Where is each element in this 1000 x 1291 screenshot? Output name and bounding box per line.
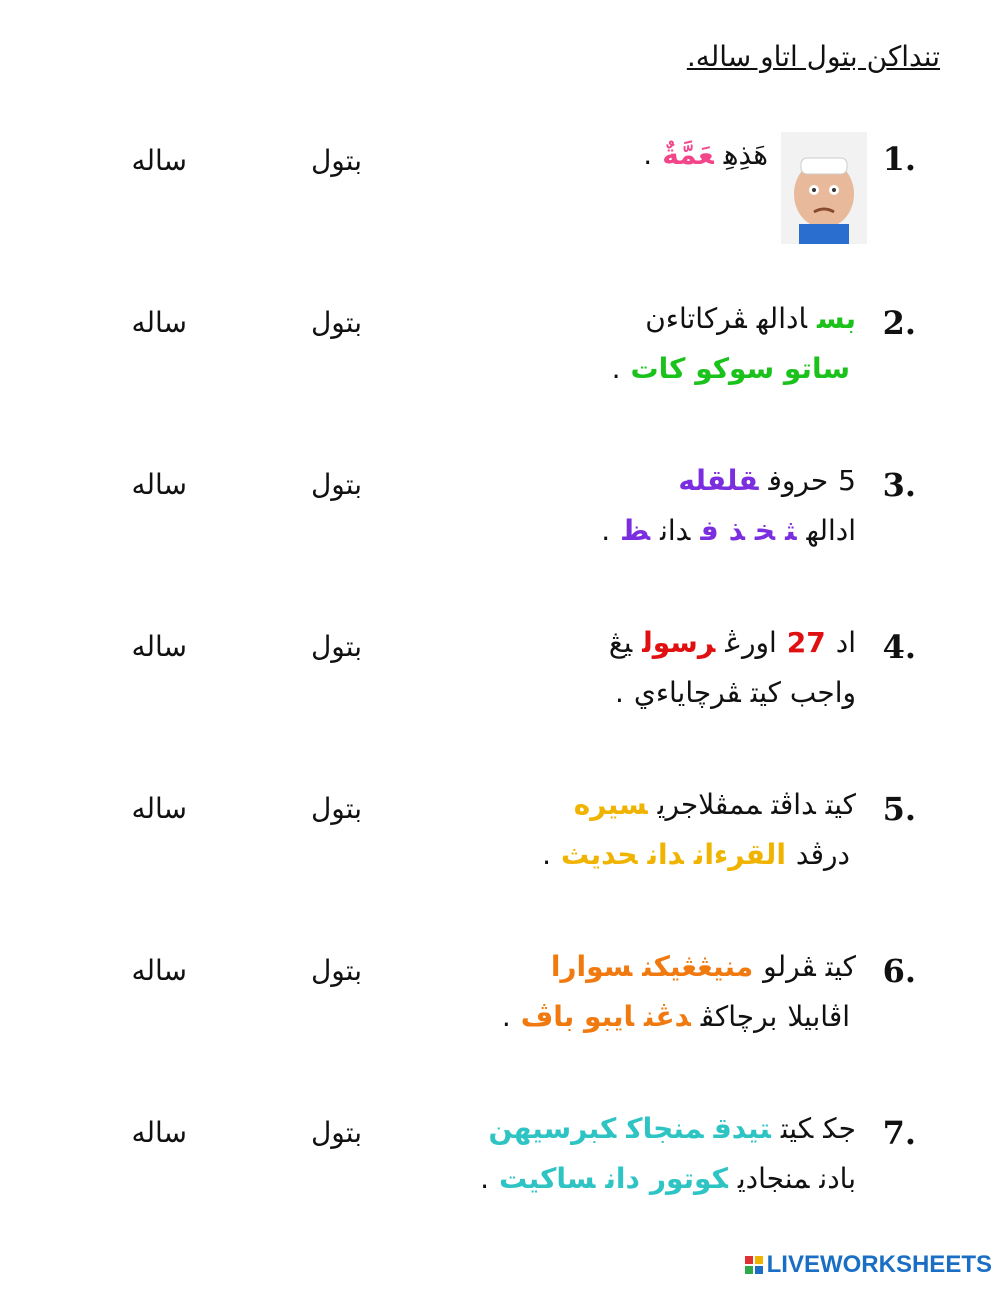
punctuation: . [501,1000,511,1033]
page-title: تنداكن بتول اتاو ساله. [686,40,940,73]
false-option[interactable]: ساله [131,1116,187,1149]
word: كيت [825,950,856,983]
false-option[interactable]: ساله [131,630,187,663]
word: اداله [806,514,856,547]
word-colored: كوتور [649,1162,728,1195]
letter-colored: ظ [620,514,651,547]
logo-icon [745,1256,763,1274]
word: يڠ [608,626,633,659]
word: ڤرچاياءي [633,676,741,709]
word: ڤرلو [763,950,816,983]
question-number: 1. [882,140,916,178]
true-option[interactable]: بتول [310,630,362,663]
word-colored: دان [605,1162,640,1195]
word: درڤد [795,838,850,871]
word-colored: ساتو سوكو كات [630,352,850,385]
question-number: 5. [882,790,916,828]
word-colored: منجاك [626,1112,704,1145]
word: حروف [768,464,829,497]
true-option[interactable]: بتول [310,792,362,825]
word-colored: منيڠڠيكن [642,950,754,983]
word-colored: بس [816,302,856,335]
word-colored: ايبو باڤ [520,1000,635,1033]
punctuation: . [643,138,653,171]
question-number: 4. [882,628,916,666]
punctuation: . [542,838,551,871]
avatar [781,132,867,244]
word-colored: القرءان [693,838,786,871]
punctuation: . [480,1162,490,1195]
punctuation: . [601,514,611,547]
word: اد [835,626,856,659]
true-option[interactable]: بتول [310,468,362,501]
word: هَذِهِ [723,138,768,171]
word: منجادي [737,1162,810,1195]
letter-colored: خ [754,514,776,547]
true-option[interactable]: بتول [310,954,362,987]
letter-colored: ث [785,514,797,547]
word-colored: ساكيت [499,1162,596,1195]
punctuation: . [615,676,624,709]
number-colored: 27 [786,626,826,659]
word: بادن [819,1162,856,1195]
liveworksheets-logo [745,1251,992,1279]
question-number: 7. [882,1114,916,1152]
word-colored: حديث [561,838,638,871]
false-option[interactable]: ساله [131,954,187,987]
word-colored: رسول [642,626,716,659]
word: برچاكڤ [700,1000,778,1033]
letter-colored: ف [700,514,719,547]
false-option[interactable]: ساله [131,144,187,177]
word: اورڠ [725,626,777,659]
word: جك [823,1112,856,1145]
word: كيت [825,788,856,821]
word: ممڤلاجري [657,788,762,821]
word-colored: عَمَّةٌ [662,138,714,171]
word-colored: سوارا [550,950,633,983]
word-colored: كبرسيهن [488,1112,617,1145]
word-colored: دڠن [644,1000,691,1033]
word: واجب كيت [750,676,856,709]
true-option[interactable]: بتول [310,144,362,177]
word-colored: دان [647,838,684,871]
word: كيت [780,1112,814,1145]
punctuation: . [611,352,621,385]
letter-colored: ذ [728,514,745,547]
question-number: 2. [882,304,916,342]
word-colored: تيدق [713,1112,771,1145]
false-option[interactable]: ساله [131,792,187,825]
word: 5 [838,464,856,497]
true-option[interactable]: بتول [310,1116,362,1149]
question-number: 6. [882,952,916,990]
word: دان [660,514,691,547]
true-option[interactable]: بتول [310,306,362,339]
word-colored: سيره [573,788,648,821]
word: ڤركاتاءن [645,302,747,335]
word: اداله [756,302,807,335]
word: داڤت [771,788,816,821]
word-colored: قلقله [678,464,759,497]
question-number: 3. [882,466,916,504]
word: اڤابيلا [787,1000,850,1033]
false-option[interactable]: ساله [131,468,187,501]
brand-name: LIVEWORKSHEETS [766,1251,992,1278]
false-option[interactable]: ساله [131,306,187,339]
